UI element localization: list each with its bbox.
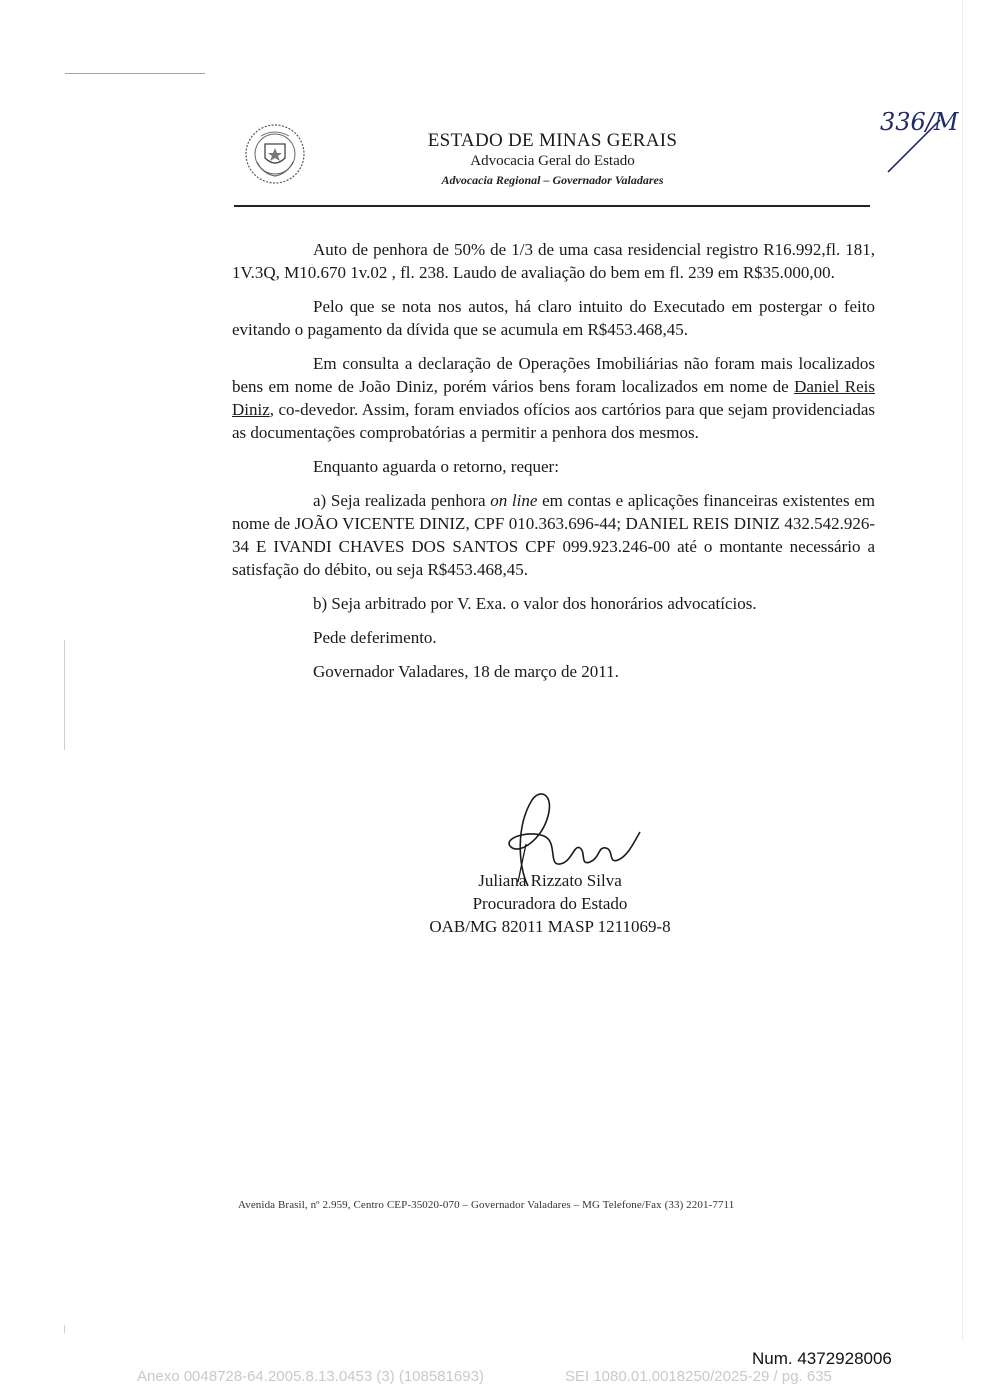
signatory-name: Juliana Rizzato Silva (478, 871, 622, 890)
handwritten-folio-number (878, 100, 959, 180)
paragraph-intuito: Pelo que se nota nos autos, há claro intuito do Executado em postergar o feito evitando o pagamento da dívida que se acumula em R$453.468,45. (232, 297, 875, 339)
paragraph-deferimento: Pede deferimento. (313, 628, 437, 647)
sei-watermark: SEI 1080.01.0018250/2025-29 / pg. 635 (565, 1368, 832, 1385)
paragraph-consulta: Em consulta a declaração de Operações Imobiliárias não foram mais localizados bens em nome de João Diniz, porém vários bens foram localizados em nome de Daniel Reis Diniz, co-devedor. Assim, foram enviados ofícios aos cartórios para que sejam providenciadas as documentações comprobatórias a permitir a penhora dos mesmos. (232, 354, 875, 442)
underlined-name: Daniel Reis Diniz (232, 377, 875, 419)
header-subtitle: Advocacia Geral do Estado (470, 153, 635, 169)
header-subtitle-regional: Advocacia Regional – Governador Valadares (441, 173, 664, 187)
annex-watermark: Anexo 0048728-64.2005.8.13.0453 (3) (108581693) (137, 1368, 484, 1385)
header-title: ESTADO DE MINAS GERAIS (427, 130, 678, 151)
paragraph-date-place: Governador Valadares, 18 de março de 2011. (313, 662, 619, 681)
scan-page-edge (962, 0, 963, 1340)
footer-address: Avenida Brasil, nº 2.959, Centro CEP-35020-070 – Governador Valadares – MG Telefone/Fax (33) 2201-7711 (238, 1199, 735, 1211)
scan-margin-mark (64, 640, 65, 750)
header-rule (234, 205, 870, 207)
signatory-role: Procuradora do Estado (472, 894, 628, 913)
signatory-oab: OAB/MG 82011 MASP 1211069-8 (429, 917, 671, 936)
paragraph-item-b: b) Seja arbitrado por V. Exa. o valor dos honorários advocatícios. (313, 594, 757, 613)
svg-text:336/M: 336/M (880, 108, 959, 136)
document-body (232, 238, 875, 694)
scan-top-line (65, 73, 205, 74)
document-number: Num. 4372928006 (752, 1349, 892, 1368)
paragraph-item-a: a) Seja realizada penhora on line em contas e aplicações financeiras existentes em nome de JOÃO VICENTE DINIZ, CPF 010.363.696-44; DANIEL REIS DINIZ 432.542.926-34 E IVANDI CHAVES DOS SANTOS CPF 099.923.246-00 até o montante necessário a satisfação do débito, ou seja R$453.468,45. (232, 491, 876, 579)
paragraph-auto-penhora: Auto de penhora de 50% de 1/3 de uma casa residencial registro R16.992,fl. 181, 1V.3Q, M10.670 1v.02 , fl. 238. Laudo de avaliação do bem em fl. 239 em R$35.000,00. (232, 240, 875, 282)
scan-margin-mark (64, 1325, 65, 1333)
coat-of-arms-icon (243, 122, 307, 186)
handwritten-signature (488, 786, 658, 906)
paragraph-requer: Enquanto aguarda o retorno, requer: (313, 457, 559, 476)
